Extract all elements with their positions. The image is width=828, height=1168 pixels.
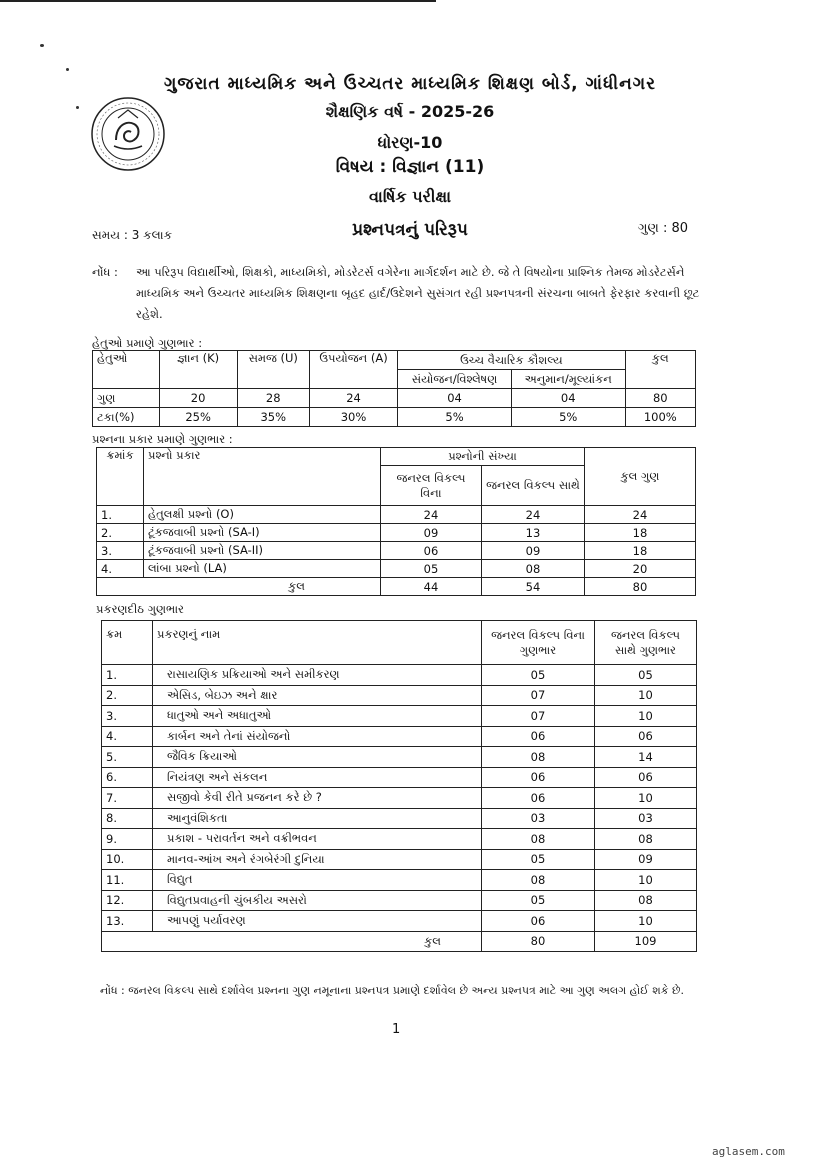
table-row: 3. ટૂંકજવાબી પ્રશ્નો (SA-II) 06 09 18: [97, 542, 696, 560]
table-row: ગુણ 20 28 24 04 04 80: [93, 389, 696, 408]
table-row: 4. કાર્બન અને તેનાં સંયોજનો 06 06: [102, 726, 697, 747]
col-serial: ક્રમાંક: [97, 448, 144, 506]
objective-table-heading: હેતુઓ પ્રમાણે ગુણભાર :: [92, 336, 203, 350]
col-hots: ઉચ્ચ વૈચારિક કૌશલ્ય: [398, 351, 625, 370]
col-evaluation: અનુમાન/મૂલ્યાંકન: [511, 370, 625, 389]
total-marks: ગુણ : 80: [638, 221, 689, 236]
col-understanding: સમજ (U): [237, 351, 309, 389]
col-chapter-name: પ્રકરણનું નામ: [153, 621, 482, 665]
question-type-table: [96, 447, 696, 596]
academic-year: શૈક્ષણિક વર્ષ - 2025-26: [325, 102, 495, 121]
col-question-count: પ્રશ્નોની સંખ્યા: [381, 448, 585, 466]
blueprint-title: પ્રશ્નપત્રનું પરિરૂપ: [352, 220, 468, 240]
footnote: નોંધ : જનરલ વિકલ્પ સાથે દર્શાવેલ પ્રશ્નના ગુણ નમૂનાના પ્રશ્નપત્ર પ્રમાણે દર્શાવેલ છે અન્ય પ્રશ્નપત્ર માટે આ ગુણ અલગ હોઈ શકે છે.: [100, 984, 684, 997]
col-with-option: જનરલ વિકલ્પ સાથે: [482, 466, 585, 506]
table-row: 4. લાંબા પ્રશ્નો (LA) 05 08 20: [97, 560, 696, 578]
table-row: 10. માનવ-આંખ અને રંગબેરંગી દુનિયા 05 09: [102, 849, 697, 870]
col-serial: ક્રમ: [102, 621, 153, 665]
standard: ધોરણ-10: [377, 133, 443, 152]
col-without-option: જનરલ વિકલ્પ વિના ગુણભાર: [482, 621, 595, 665]
note-block: [92, 262, 704, 325]
col-without-option: જનરલ વિકલ્પ વિના: [381, 466, 482, 506]
chapter-table: [101, 620, 697, 952]
table-row: 1. રાસાયણિક પ્રક્રિયાઓ અને સમીકરણ 05 05: [102, 665, 697, 686]
table-row: 5. જૈવિક ક્રિયાઓ 08 14: [102, 747, 697, 768]
table-row: 12. વિદ્યુતપ્રવાહની ચુંબકીય અસરો 05 08: [102, 890, 697, 911]
col-question-type: પ્રશ્નો પ્રકાર: [144, 448, 381, 506]
table-row: ટકા(%) 25% 35% 30% 5% 5% 100%: [93, 408, 696, 427]
subject: વિષય : વિજ્ઞાન (11): [335, 157, 485, 177]
table-row: 2. એસિડ, બેઇઝ અને ક્ષાર 07 10: [102, 685, 697, 706]
table-row: 3. ધાતુઓ અને અધાતુઓ 07 10: [102, 706, 697, 727]
table-row: 6. નિયંત્રણ અને સંકલન 06 06: [102, 767, 697, 788]
table-row: 11. વિદ્યુત 08 10: [102, 870, 697, 891]
table-row: 1. હેતુલક્ષી પ્રશ્નો (O) 24 24 24: [97, 506, 696, 524]
col-total-marks: કુલ ગુણ: [585, 448, 696, 506]
note-text: આ પરિરૂપ વિદ્યાર્થીઓ, શિક્ષકો, માધ્યમિકો, મોડરેટર્સ વગેરેના માર્ગદર્શન માટે છે. જે તે વિષયોના પ્રાશ્નિક તેમજ મોડરેટર્સને માધ્યમિક અને ઉચ્ચતર માધ્યમિક શિક્ષણના બૃહદ હાર્દ/ઉદેશને સુસંગત રહી પ્રશ્નપત્રની સંરચના બાબતે ફેરફાર કરવાની છૂટ રહેશે.: [136, 265, 700, 321]
time-allowed: સમય : 3 કલાક: [92, 228, 173, 242]
board-name: ગુજરાત માધ્યમિક અને ઉચ્ચતર માધ્યમિક શિક્ષણ બોર્ડ, ગાંધીનગર: [163, 74, 656, 94]
watermark: aglasem.com: [712, 1145, 785, 1158]
scan-speck: [66, 68, 69, 71]
table-row: 13. આપણું પર્યાવરણ 06 10: [102, 911, 697, 932]
page-number: 1: [392, 1022, 401, 1037]
table-row: 9. પ્રકાશ - પરાવર્તન અને વક્રીભવન 08 08: [102, 829, 697, 850]
table-row: 7. સજીવો કેવી રીતે પ્રજનન કરે છે ? 06 10: [102, 788, 697, 809]
col-objectives: હેતુઓ: [93, 351, 160, 389]
top-rule: [0, 0, 436, 2]
scan-speck: [40, 44, 44, 47]
col-with-option: જનરલ વિકલ્પ સાથે ગુણભાર: [595, 621, 697, 665]
col-analysis: સંયોજન/વિશ્લેષણ: [398, 370, 512, 389]
scan-speck: [76, 106, 79, 109]
col-knowledge: જ્ઞાન (K): [159, 351, 237, 389]
type-table-heading: પ્રશ્નના પ્રકાર પ્રમાણે ગુણભાર :: [92, 432, 233, 446]
exam-type: વાર્ષિક પરીક્ષા: [368, 187, 452, 206]
objective-table: [92, 350, 696, 427]
col-application: ઉપયોજન (A): [309, 351, 397, 389]
table-row: 8. આનુવંશિકતા 03 03: [102, 808, 697, 829]
chapter-table-heading: પ્રકરણદીઠ ગુણભાર: [96, 602, 185, 616]
total-row: કુલ 44 54 80: [97, 578, 696, 596]
note-label: નોંધ :: [92, 265, 118, 279]
col-total: કુલ: [625, 351, 695, 389]
total-row: કુલ 80 109: [102, 931, 697, 951]
table-row: 2. ટૂંકજવાબી પ્રશ્નો (SA-I) 09 13 18: [97, 524, 696, 542]
